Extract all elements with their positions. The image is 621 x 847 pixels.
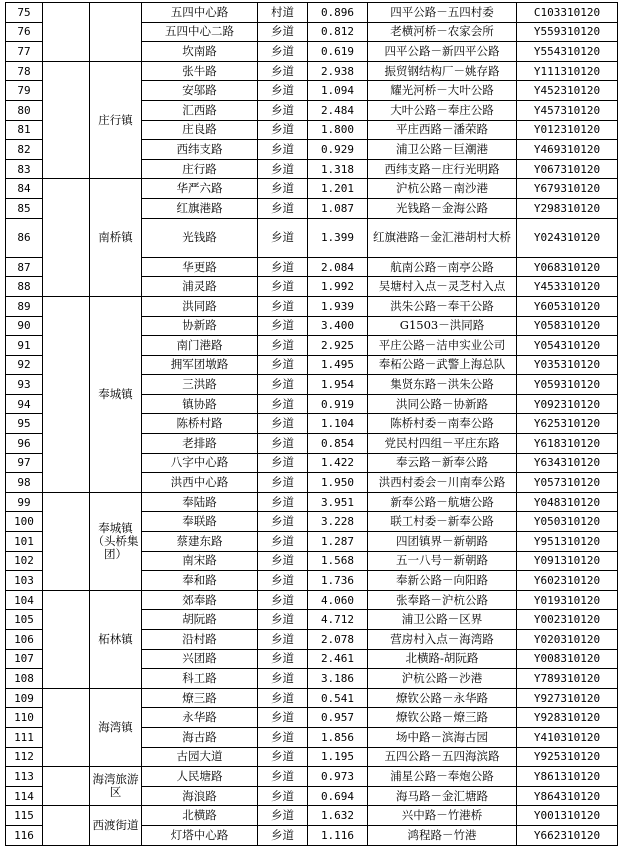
- row-number: 107: [6, 649, 43, 669]
- road-route: 洪朱公路－奉干公路: [368, 296, 517, 316]
- road-name: 奉联路: [142, 512, 258, 532]
- road-length: 2.078: [308, 630, 368, 650]
- road-route: 耀光河桥－大叶公路: [368, 81, 517, 101]
- row-number: 104: [6, 590, 43, 610]
- road-code: Y001310120: [517, 806, 618, 826]
- road-grade: 乡道: [258, 218, 308, 257]
- road-length: 0.957: [308, 708, 368, 728]
- road-name: 陈桥村路: [142, 414, 258, 434]
- road-length: 1.736: [308, 571, 368, 591]
- road-name: 人民塘路: [142, 767, 258, 787]
- district-cell: [43, 61, 90, 179]
- road-code: Y068310120: [517, 257, 618, 277]
- road-length: 0.919: [308, 394, 368, 414]
- road-name: 庄行路: [142, 159, 258, 179]
- table-row: [6, 179, 618, 199]
- row-number: 95: [6, 414, 43, 434]
- road-grade: 乡道: [258, 257, 308, 277]
- road-length: 3.400: [308, 316, 368, 336]
- road-grade: 乡道: [258, 336, 308, 356]
- road-route: 航南公路－南亭公路: [368, 257, 517, 277]
- road-code: Y864310120: [517, 786, 618, 806]
- road-name: 南门港路: [142, 336, 258, 356]
- row-number: 93: [6, 375, 43, 395]
- road-grade: 乡道: [258, 198, 308, 218]
- road-grade: 乡道: [258, 22, 308, 42]
- road-grade: 乡道: [258, 414, 308, 434]
- road-route: 新奉公路－航塘公路: [368, 492, 517, 512]
- road-route: 吴塘村入点－灵芝村入点: [368, 277, 517, 297]
- road-length: 2.925: [308, 336, 368, 356]
- road-code: Y789310120: [517, 669, 618, 689]
- road-code: Y024310120: [517, 218, 618, 257]
- row-number: 99: [6, 492, 43, 512]
- road-route: 张奉路－沪杭公路: [368, 590, 517, 610]
- road-length: 1.195: [308, 747, 368, 767]
- road-code: Y057310120: [517, 473, 618, 493]
- row-number: 100: [6, 512, 43, 532]
- row-number: 114: [6, 786, 43, 806]
- town-cell: 海湾镇: [90, 688, 142, 766]
- road-code: Y951310120: [517, 532, 618, 552]
- row-number: 112: [6, 747, 43, 767]
- row-number: 83: [6, 159, 43, 179]
- road-name: 奉和路: [142, 571, 258, 591]
- road-grade: 乡道: [258, 375, 308, 395]
- road-code: Y679310120: [517, 179, 618, 199]
- road-name: 协新路: [142, 316, 258, 336]
- road-route: 光钱路－金海公路: [368, 198, 517, 218]
- road-route: 集贤东路－洪朱公路: [368, 375, 517, 395]
- road-route: 洪同公路－协新路: [368, 394, 517, 414]
- road-length: 2.484: [308, 100, 368, 120]
- row-number: 78: [6, 61, 43, 81]
- row-number: 116: [6, 825, 43, 845]
- road-code: Y054310120: [517, 336, 618, 356]
- row-number: 97: [6, 453, 43, 473]
- road-route: 浦卫公路－巨潮港: [368, 140, 517, 160]
- row-number: 108: [6, 669, 43, 689]
- road-code: Y554310120: [517, 42, 618, 62]
- road-grade: 乡道: [258, 688, 308, 708]
- road-route: 老横河桥－农家会所: [368, 22, 517, 42]
- road-name: 永华路: [142, 708, 258, 728]
- road-length: 1.094: [308, 81, 368, 101]
- road-code: Y091310120: [517, 551, 618, 571]
- row-number: 110: [6, 708, 43, 728]
- road-grade: 乡道: [258, 120, 308, 140]
- row-number: 101: [6, 532, 43, 552]
- table-row: [6, 61, 618, 81]
- district-cell: [43, 179, 90, 297]
- road-code: Y410310120: [517, 727, 618, 747]
- road-code: Y067310120: [517, 159, 618, 179]
- road-name: 蔡建东路: [142, 532, 258, 552]
- road-route: 大叶公路－奉庄公路: [368, 100, 517, 120]
- road-name: 拥军团墩路: [142, 355, 258, 375]
- road-route: 四平公路－新四平公路: [368, 42, 517, 62]
- road-grade: 乡道: [258, 492, 308, 512]
- road-length: 0.541: [308, 688, 368, 708]
- road-grade: 乡道: [258, 532, 308, 552]
- road-grade: 村道: [258, 3, 308, 23]
- row-number: 90: [6, 316, 43, 336]
- road-name: 汇西路: [142, 100, 258, 120]
- road-length: 0.854: [308, 434, 368, 454]
- road-name: 洪同路: [142, 296, 258, 316]
- road-name: 张牛路: [142, 61, 258, 81]
- district-cell: [43, 3, 90, 62]
- road-route: 平庄西路－潘荣路: [368, 120, 517, 140]
- row-number: 85: [6, 198, 43, 218]
- road-grade: 乡道: [258, 551, 308, 571]
- road-grade: 乡道: [258, 159, 308, 179]
- road-length: 1.116: [308, 825, 368, 845]
- road-code: Y008310120: [517, 649, 618, 669]
- road-code: Y927310120: [517, 688, 618, 708]
- road-length: 1.318: [308, 159, 368, 179]
- road-length: 0.929: [308, 140, 368, 160]
- road-name: 五四中心路: [142, 3, 258, 23]
- road-name: 海浪路: [142, 786, 258, 806]
- road-grade: 乡道: [258, 42, 308, 62]
- town-cell: 南桥镇: [90, 179, 142, 297]
- road-name: 浦灵路: [142, 277, 258, 297]
- road-name: 西纬支路: [142, 140, 258, 160]
- row-number: 94: [6, 394, 43, 414]
- road-length: 1.856: [308, 727, 368, 747]
- road-code: Y058310120: [517, 316, 618, 336]
- district-cell: [43, 806, 90, 845]
- road-name: 镇协路: [142, 394, 258, 414]
- district-cell: [43, 767, 90, 806]
- road-route: 奉柘公路－武警上海总队: [368, 355, 517, 375]
- road-grade: 乡道: [258, 610, 308, 630]
- road-name: 奉陆路: [142, 492, 258, 512]
- road-code: Y012310120: [517, 120, 618, 140]
- road-code: Y059310120: [517, 375, 618, 395]
- road-route: 五四公路－五四海滨路: [368, 747, 517, 767]
- road-table: [5, 2, 618, 846]
- road-length: 1.104: [308, 414, 368, 434]
- road-grade: 乡道: [258, 727, 308, 747]
- road-name: 八字中心路: [142, 453, 258, 473]
- road-length: 2.461: [308, 649, 368, 669]
- road-grade: 乡道: [258, 806, 308, 826]
- road-length: 3.186: [308, 669, 368, 689]
- road-name: 光钱路: [142, 218, 258, 257]
- road-grade: 乡道: [258, 825, 308, 845]
- road-route: 平庄公路－洁申实业公司: [368, 336, 517, 356]
- road-route: 奉云路－新奉公路: [368, 453, 517, 473]
- road-code: Y111310120: [517, 61, 618, 81]
- road-name: 五四中心二路: [142, 22, 258, 42]
- road-route: 振贸钢结构厂－姚存路: [368, 61, 517, 81]
- town-cell: 奉城镇（头桥集团）: [90, 492, 142, 590]
- road-code: Y092310120: [517, 394, 618, 414]
- road-length: 1.939: [308, 296, 368, 316]
- row-number: 103: [6, 571, 43, 591]
- district-cell: [43, 688, 90, 766]
- road-grade: 乡道: [258, 649, 308, 669]
- table-row: [6, 767, 618, 787]
- road-route: 场中路－滨海古园: [368, 727, 517, 747]
- district-cell: [43, 296, 90, 492]
- road-code: Y925310120: [517, 747, 618, 767]
- road-code: Y452310120: [517, 81, 618, 101]
- table-row: [6, 688, 618, 708]
- road-name: 郊奉路: [142, 590, 258, 610]
- road-name: 北横路: [142, 806, 258, 826]
- row-number: 82: [6, 140, 43, 160]
- road-grade: 乡道: [258, 669, 308, 689]
- road-length: 4.060: [308, 590, 368, 610]
- road-route: 鸿程路－竹港: [368, 825, 517, 845]
- row-number: 91: [6, 336, 43, 356]
- road-grade: 乡道: [258, 277, 308, 297]
- road-length: 4.712: [308, 610, 368, 630]
- road-code: Y605310120: [517, 296, 618, 316]
- road-grade: 乡道: [258, 512, 308, 532]
- row-number: 105: [6, 610, 43, 630]
- road-length: 1.954: [308, 375, 368, 395]
- row-number: 84: [6, 179, 43, 199]
- road-length: 2.084: [308, 257, 368, 277]
- table-row: [6, 3, 618, 23]
- road-route: 海马路－金汇塘路: [368, 786, 517, 806]
- road-code: Y457310120: [517, 100, 618, 120]
- road-name: 庄良路: [142, 120, 258, 140]
- road-grade: 乡道: [258, 747, 308, 767]
- road-length: 0.619: [308, 42, 368, 62]
- road-grade: 乡道: [258, 316, 308, 336]
- row-number: 109: [6, 688, 43, 708]
- road-grade: 乡道: [258, 296, 308, 316]
- road-name: 灯塔中心路: [142, 825, 258, 845]
- row-number: 92: [6, 355, 43, 375]
- row-number: 75: [6, 3, 43, 23]
- road-route: 红旗港路－金汇港胡村大桥: [368, 218, 517, 257]
- road-code: C103310120: [517, 3, 618, 23]
- town-cell: 奉城镇: [90, 296, 142, 492]
- road-name: 海古路: [142, 727, 258, 747]
- road-route: 沪杭公路－沙港: [368, 669, 517, 689]
- road-route: 西纬支路－庄行光明路: [368, 159, 517, 179]
- road-code: Y020310120: [517, 630, 618, 650]
- road-code: Y048310120: [517, 492, 618, 512]
- road-length: 1.632: [308, 806, 368, 826]
- road-name: 燎三路: [142, 688, 258, 708]
- row-number: 106: [6, 630, 43, 650]
- road-grade: 乡道: [258, 453, 308, 473]
- road-length: 1.422: [308, 453, 368, 473]
- road-route: 沪杭公路－南沙港: [368, 179, 517, 199]
- road-name: 胡阮路: [142, 610, 258, 630]
- road-route: 营房村入点－海湾路: [368, 630, 517, 650]
- road-code: Y861310120: [517, 767, 618, 787]
- town-cell: 海湾旅游区: [90, 767, 142, 806]
- road-name: 兴团路: [142, 649, 258, 669]
- road-route: 北横路-胡阮路: [368, 649, 517, 669]
- row-number: 102: [6, 551, 43, 571]
- road-length: 1.568: [308, 551, 368, 571]
- road-route: 五一八号－新朝路: [368, 551, 517, 571]
- table-row: [6, 806, 618, 826]
- road-grade: 乡道: [258, 630, 308, 650]
- road-name: 华严六路: [142, 179, 258, 199]
- road-route: 四平公路－五四村委: [368, 3, 517, 23]
- town-cell: [90, 3, 142, 62]
- road-code: Y469310120: [517, 140, 618, 160]
- road-grade: 乡道: [258, 786, 308, 806]
- row-number: 113: [6, 767, 43, 787]
- row-number: 98: [6, 473, 43, 493]
- road-name: 洪西中心路: [142, 473, 258, 493]
- row-number: 88: [6, 277, 43, 297]
- road-name: 古园大道: [142, 747, 258, 767]
- road-name: 红旗港路: [142, 198, 258, 218]
- district-cell: [43, 492, 90, 590]
- road-route: 浦卫公路－区界: [368, 610, 517, 630]
- road-grade: 乡道: [258, 473, 308, 493]
- road-grade: 乡道: [258, 394, 308, 414]
- road-code: Y019310120: [517, 590, 618, 610]
- road-name: 安邬路: [142, 81, 258, 101]
- road-length: 2.938: [308, 61, 368, 81]
- road-code: Y559310120: [517, 22, 618, 42]
- road-grade: 乡道: [258, 767, 308, 787]
- road-code: Y625310120: [517, 414, 618, 434]
- row-number: 115: [6, 806, 43, 826]
- road-code: Y618310120: [517, 434, 618, 454]
- row-number: 87: [6, 257, 43, 277]
- road-name: 华更路: [142, 257, 258, 277]
- road-code: Y002310120: [517, 610, 618, 630]
- road-length: 1.201: [308, 179, 368, 199]
- road-length: 1.495: [308, 355, 368, 375]
- road-route: 陈桥村委－南奉公路: [368, 414, 517, 434]
- road-name: 南宋路: [142, 551, 258, 571]
- road-code: Y662310120: [517, 825, 618, 845]
- row-number: 80: [6, 100, 43, 120]
- road-name: 老排路: [142, 434, 258, 454]
- road-route: 燎钦公路－燎三路: [368, 708, 517, 728]
- road-grade: 乡道: [258, 61, 308, 81]
- road-route: 联工村委－新奉公路: [368, 512, 517, 532]
- road-name: 沿村路: [142, 630, 258, 650]
- road-grade: 乡道: [258, 179, 308, 199]
- table-row: [6, 492, 618, 512]
- road-length: 3.951: [308, 492, 368, 512]
- road-route: 洪西村委会－川南奉公路: [368, 473, 517, 493]
- road-length: 0.973: [308, 767, 368, 787]
- road-code: Y035310120: [517, 355, 618, 375]
- row-number: 96: [6, 434, 43, 454]
- road-grade: 乡道: [258, 434, 308, 454]
- row-number: 77: [6, 42, 43, 62]
- road-code: Y928310120: [517, 708, 618, 728]
- table-row: [6, 590, 618, 610]
- row-number: 76: [6, 22, 43, 42]
- road-length: 0.812: [308, 22, 368, 42]
- road-name: 科工路: [142, 669, 258, 689]
- road-length: 1.399: [308, 218, 368, 257]
- road-length: 1.800: [308, 120, 368, 140]
- road-length: 0.694: [308, 786, 368, 806]
- road-route: 党民村四组－平庄东路: [368, 434, 517, 454]
- road-route: 兴中路－竹港桥: [368, 806, 517, 826]
- road-route: 燎钦公路－永华路: [368, 688, 517, 708]
- row-number: 81: [6, 120, 43, 140]
- road-route: 浦星公路－奉炮公路: [368, 767, 517, 787]
- road-length: 1.087: [308, 198, 368, 218]
- road-route: G1503－洪同路: [368, 316, 517, 336]
- road-grade: 乡道: [258, 355, 308, 375]
- row-number: 111: [6, 727, 43, 747]
- row-number: 79: [6, 81, 43, 101]
- road-length: 1.287: [308, 532, 368, 552]
- road-grade: 乡道: [258, 81, 308, 101]
- town-cell: 庄行镇: [90, 61, 142, 179]
- road-length: 1.992: [308, 277, 368, 297]
- road-grade: 乡道: [258, 140, 308, 160]
- road-route: 四团镇界－新朝路: [368, 532, 517, 552]
- road-grade: 乡道: [258, 708, 308, 728]
- town-cell: 柘林镇: [90, 590, 142, 688]
- road-length: 0.896: [308, 3, 368, 23]
- row-number: 86: [6, 218, 43, 257]
- road-route: 奉新公路－向阳路: [368, 571, 517, 591]
- road-grade: 乡道: [258, 571, 308, 591]
- road-code: Y050310120: [517, 512, 618, 532]
- row-number: 89: [6, 296, 43, 316]
- road-code: Y298310120: [517, 198, 618, 218]
- road-grade: 乡道: [258, 590, 308, 610]
- district-cell: [43, 590, 90, 688]
- road-grade: 乡道: [258, 100, 308, 120]
- road-name: 三洪路: [142, 375, 258, 395]
- town-cell: 西渡街道: [90, 806, 142, 845]
- table-row: [6, 296, 618, 316]
- road-code: Y634310120: [517, 453, 618, 473]
- road-length: 3.228: [308, 512, 368, 532]
- road-code: Y453310120: [517, 277, 618, 297]
- road-length: 1.950: [308, 473, 368, 493]
- road-name: 坎南路: [142, 42, 258, 62]
- road-code: Y602310120: [517, 571, 618, 591]
